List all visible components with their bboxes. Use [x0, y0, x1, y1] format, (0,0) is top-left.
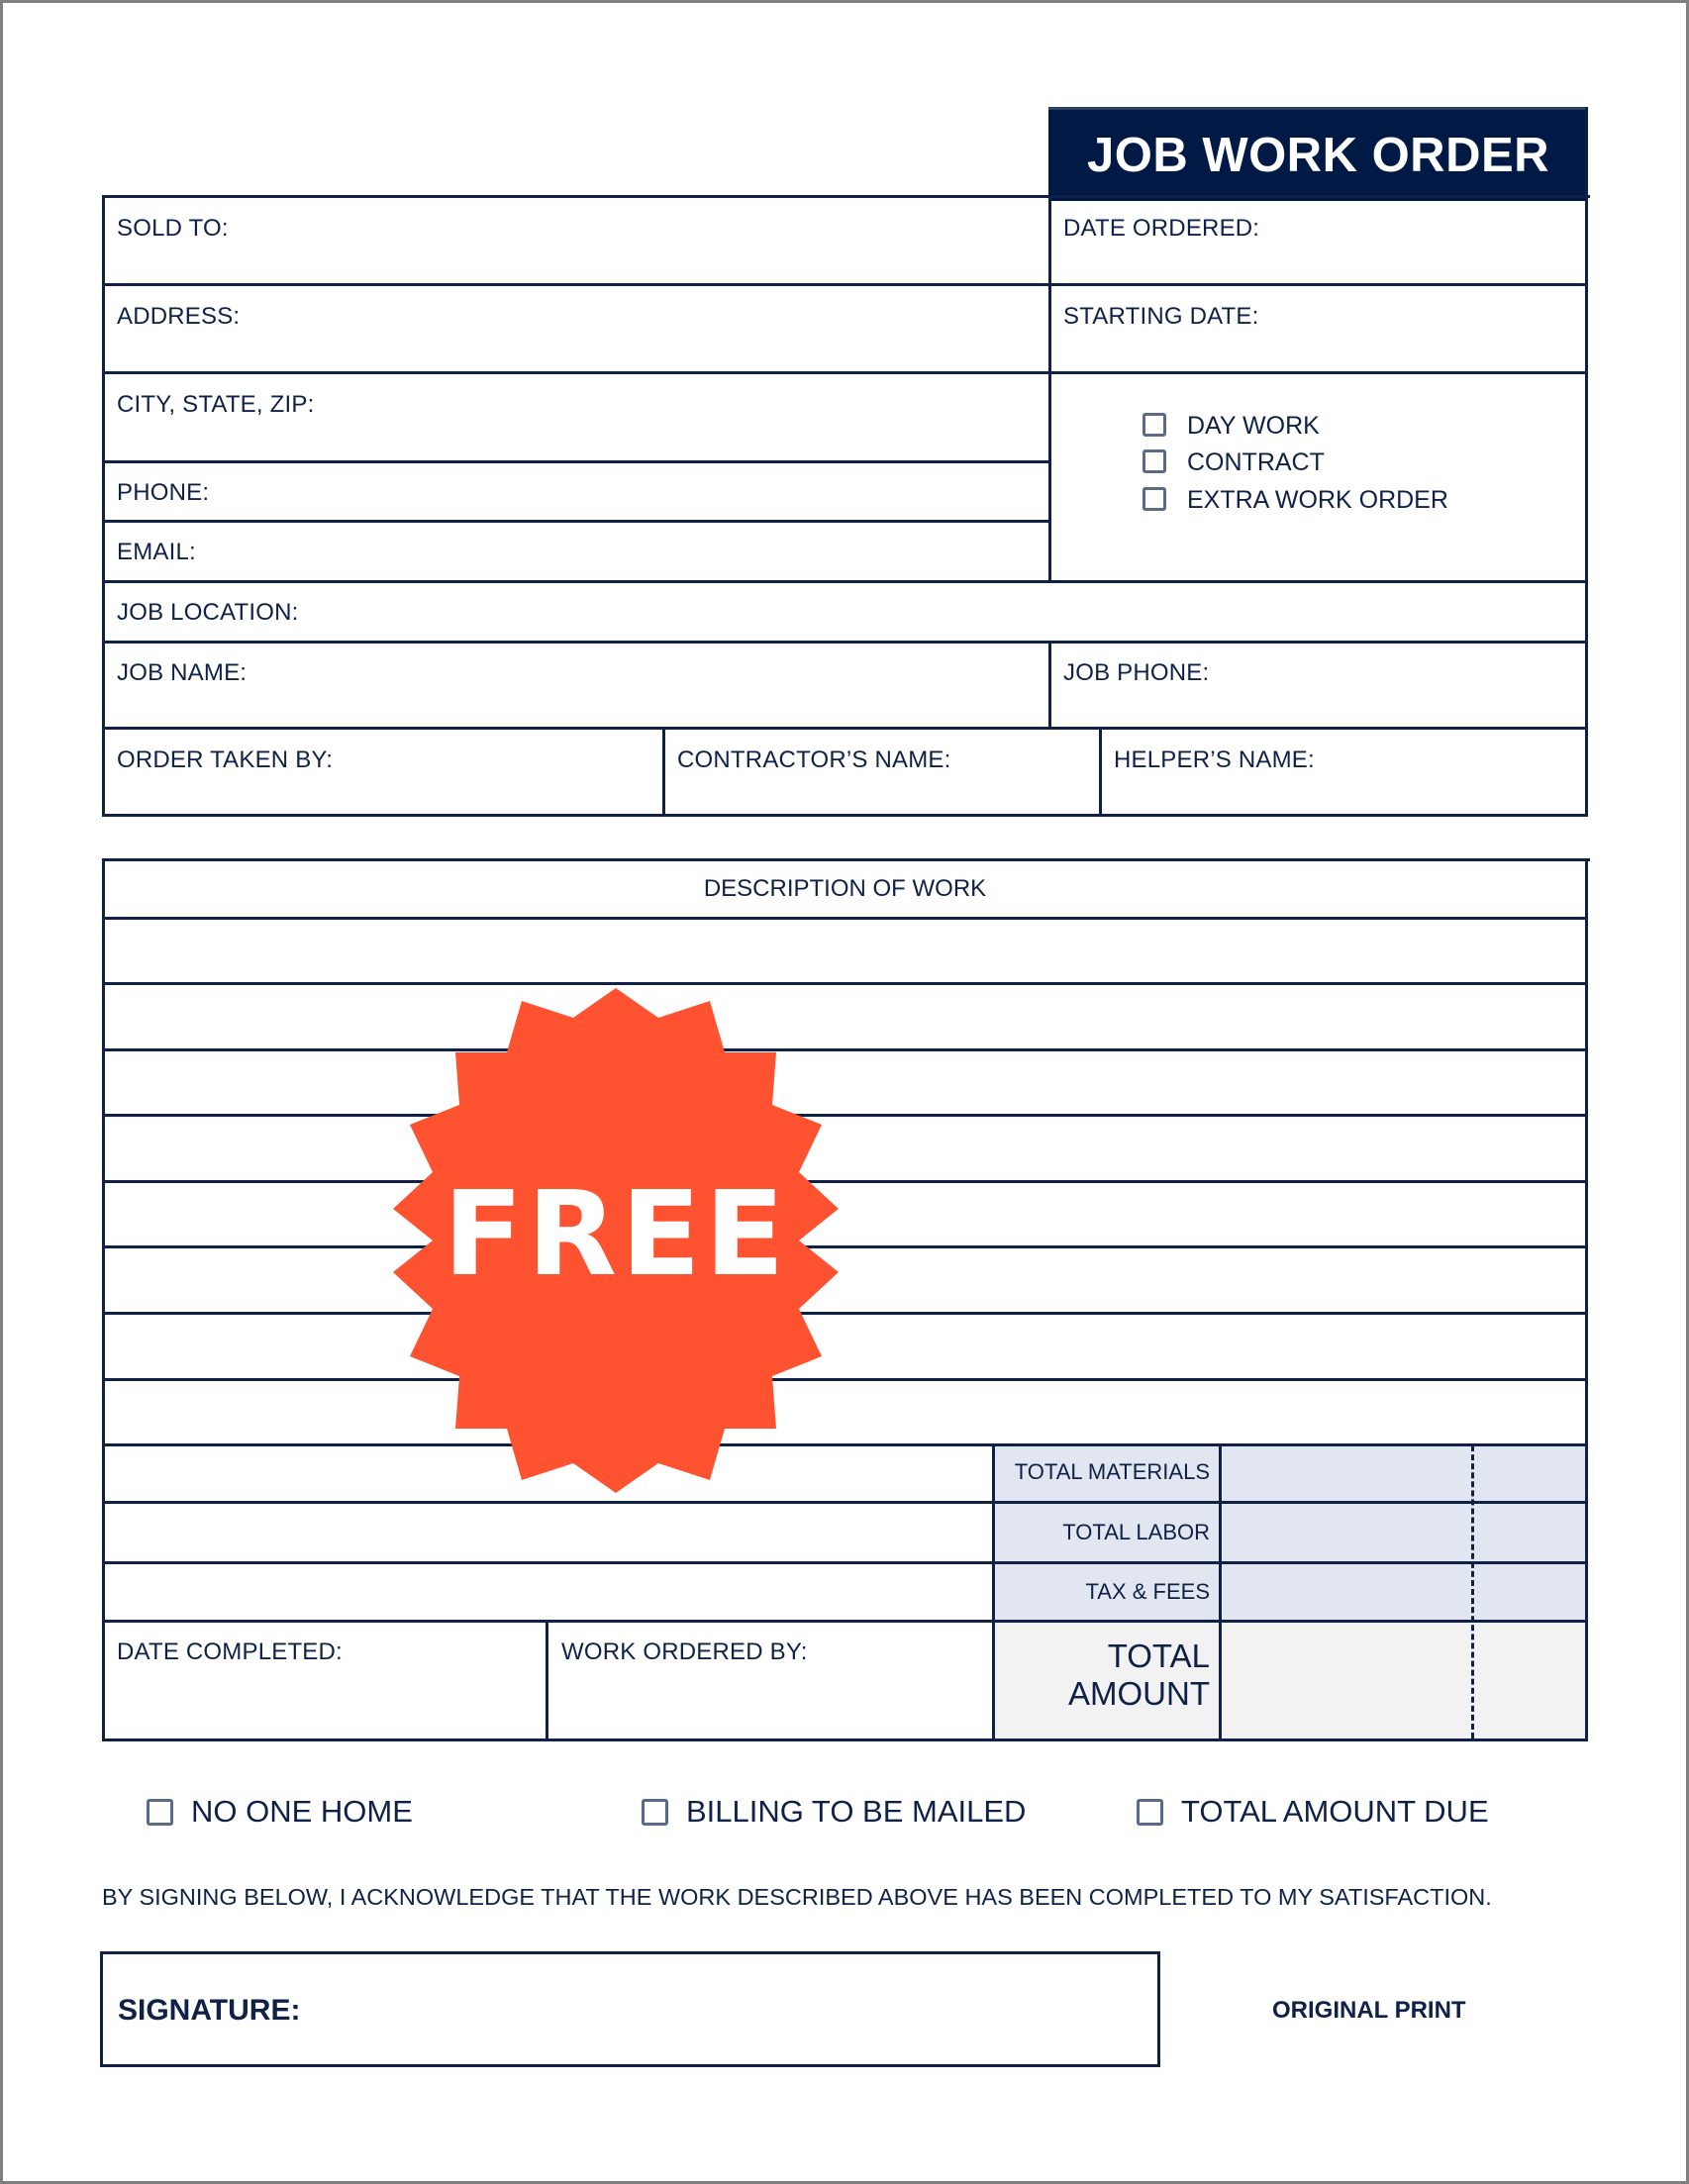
billing-to-be-mailed-label: BILLING TO BE MAILED	[686, 1794, 1027, 1829]
checkbox-contract[interactable]	[1143, 449, 1166, 473]
acknowledgement-text: BY SIGNING BELOW, I ACKNOWLEDGE THAT THE WORK DESCRIBED ABOVE HAS BEEN COMPLETED TO MY SATISFACTION.	[102, 1884, 1492, 1910]
tax-fees-dollars-input[interactable]	[1222, 1564, 1471, 1620]
contractors-name-field[interactable]	[665, 730, 1099, 814]
total-amount-due-option[interactable]	[1134, 1794, 1510, 1830]
billing-to-be-mailed-option[interactable]	[639, 1794, 1035, 1830]
free-badge-text: FREE	[443, 1165, 789, 1302]
page-title: JOB WORK ORDER	[1048, 107, 1588, 201]
contractors-name-label: CONTRACTOR’S NAME:	[677, 746, 951, 773]
job-phone-field[interactable]	[1051, 644, 1585, 727]
free-badge-icon	[348, 973, 883, 1508]
date-ordered-label: DATE ORDERED:	[1063, 215, 1260, 242]
job-location-field[interactable]	[105, 583, 1585, 641]
no-one-home-label: NO ONE HOME	[191, 1794, 413, 1829]
starting-date-field[interactable]	[1051, 286, 1585, 371]
tax-fees-cents-input[interactable]	[1474, 1564, 1585, 1620]
checkbox-extra-work-order[interactable]	[1143, 487, 1166, 511]
total-materials-dollars-input[interactable]	[1222, 1446, 1471, 1501]
phone-field[interactable]	[105, 463, 1048, 520]
total-amount-dollars-input[interactable]	[1222, 1623, 1471, 1738]
checkbox-billing-to-be-mailed[interactable]	[642, 1799, 668, 1826]
contract-option[interactable]	[1139, 447, 1465, 477]
total-materials-cents-input[interactable]	[1474, 1446, 1585, 1501]
day-work-label: DAY WORK	[1187, 412, 1320, 440]
day-work-option[interactable]	[1139, 411, 1465, 441]
total-labor-label: TOTAL LABOR	[1062, 1520, 1210, 1544]
checkbox-day-work[interactable]	[1143, 413, 1166, 437]
sold-to-field[interactable]	[105, 198, 1048, 283]
total-amount-cents-input[interactable]	[1474, 1623, 1585, 1738]
description-header-label: DESCRIPTION OF WORK	[703, 875, 987, 902]
helpers-name-field[interactable]	[1102, 730, 1585, 814]
checkbox-no-one-home[interactable]	[147, 1799, 173, 1826]
total-amount-due-label: TOTAL AMOUNT DUE	[1181, 1794, 1489, 1829]
date-completed-field[interactable]	[105, 1623, 546, 1738]
signature-field[interactable]	[100, 1951, 1160, 2067]
total-materials-label: TOTAL MATERIALS	[1014, 1459, 1210, 1484]
helpers-name-label: HELPER’S NAME:	[1114, 746, 1315, 773]
grid-bottom-border	[102, 814, 1588, 817]
total-amount-line1: TOTAL	[1107, 1638, 1210, 1674]
work-ordered-by-label: WORK ORDERED BY:	[561, 1638, 808, 1665]
order-taken-by-field[interactable]	[105, 730, 662, 814]
sold-to-label: SOLD TO:	[117, 215, 229, 242]
extra-work-order-label: EXTRA WORK ORDER	[1187, 486, 1448, 514]
description-line[interactable]	[105, 1564, 992, 1620]
original-print-note: ORIGINAL PRINT	[1272, 1997, 1466, 2024]
extra-work-order-option[interactable]	[1139, 485, 1465, 515]
total-labor-dollars-input[interactable]	[1222, 1504, 1471, 1561]
table-bottom-border	[102, 1738, 1588, 1741]
job-name-label: JOB NAME:	[117, 659, 248, 686]
total-labor-cents-input[interactable]	[1474, 1504, 1585, 1561]
job-location-label: JOB LOCATION:	[117, 599, 299, 626]
date-ordered-field[interactable]	[1051, 198, 1585, 283]
work-ordered-by-field[interactable]	[548, 1623, 992, 1738]
order-taken-by-label: ORDER TAKEN BY:	[117, 746, 334, 773]
totals-label-divider	[992, 1443, 995, 1740]
job-phone-label: JOB PHONE:	[1063, 659, 1210, 686]
date-completed-label: DATE COMPLETED:	[117, 1638, 343, 1665]
phone-label: PHONE:	[117, 479, 210, 506]
email-field[interactable]	[105, 523, 1048, 580]
address-label: ADDRESS:	[117, 303, 241, 330]
city-state-zip-field[interactable]	[105, 374, 1048, 460]
no-one-home-option[interactable]	[144, 1794, 470, 1830]
contract-label: CONTRACT	[1187, 448, 1325, 476]
checkbox-total-amount-due[interactable]	[1137, 1799, 1163, 1826]
grid-right-border	[1585, 107, 1588, 817]
job-name-field[interactable]	[105, 644, 1048, 727]
tax-fees-label: TAX & FEES	[1085, 1579, 1210, 1604]
signature-label: SIGNATURE:	[118, 1994, 301, 2027]
city-state-zip-label: CITY, STATE, ZIP:	[117, 391, 315, 418]
address-field[interactable]	[105, 286, 1048, 371]
table-right-border	[1585, 858, 1588, 1741]
description-header	[105, 861, 1585, 917]
description-line[interactable]	[105, 1504, 992, 1561]
email-label: EMAIL:	[117, 539, 196, 565]
total-amount-label	[1068, 1638, 1210, 1713]
starting-date-label: STARTING DATE:	[1063, 303, 1259, 330]
total-amount-line2: AMOUNT	[1068, 1675, 1210, 1712]
